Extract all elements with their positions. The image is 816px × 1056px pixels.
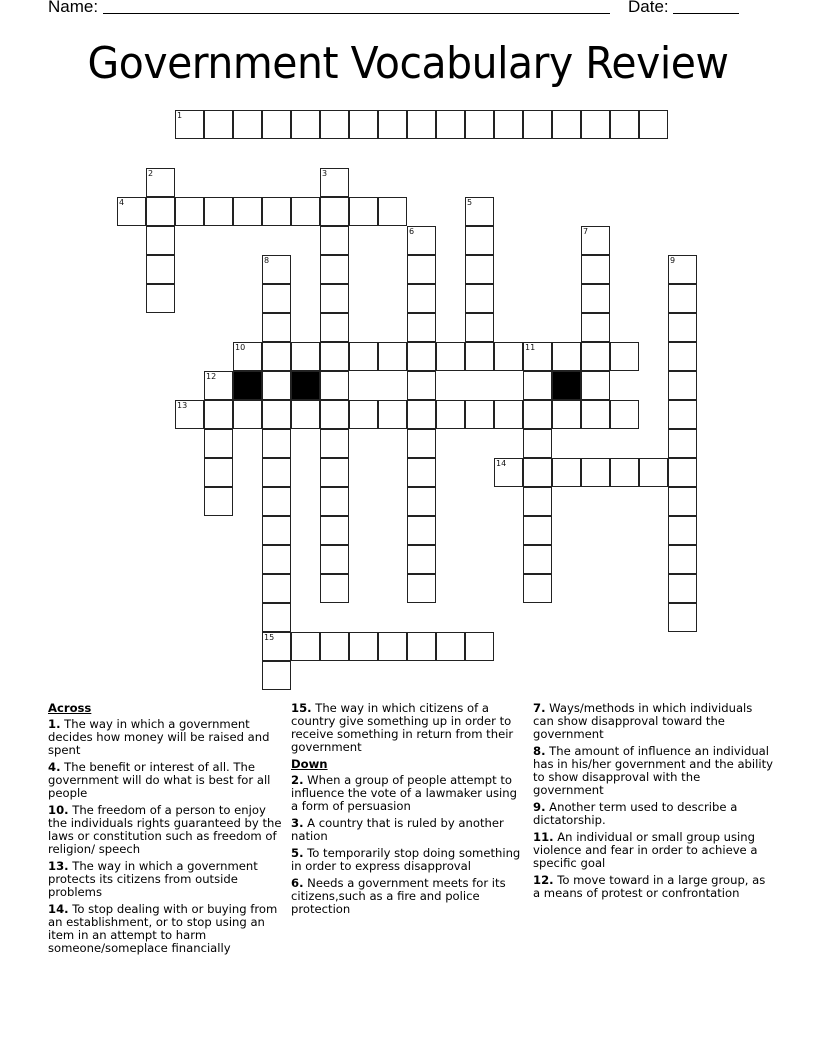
clue-number: 15. xyxy=(291,701,312,715)
crossword-cell[interactable] xyxy=(291,197,320,226)
crossword-cell[interactable] xyxy=(494,458,523,487)
crossword-cell[interactable] xyxy=(552,458,581,487)
clue-text: To temporarily stop doing something in order to express disapproval xyxy=(291,846,521,873)
crossword-cell[interactable] xyxy=(320,110,349,139)
crossword-cell[interactable] xyxy=(320,313,349,342)
clue-text: To move toward in a large group, as a means of protest or confrontation xyxy=(533,873,766,900)
crossword-cell[interactable] xyxy=(668,516,697,545)
crossword-cell[interactable] xyxy=(639,458,668,487)
clue-down-3 xyxy=(291,817,527,843)
clue-text: An individual or small group using violence and fear in order to achieve a specific goal xyxy=(533,830,758,870)
crossword-cell[interactable] xyxy=(581,255,610,284)
crossword-cell[interactable] xyxy=(581,371,610,400)
clue-number-label: 12 xyxy=(206,372,217,381)
crossword-cell[interactable] xyxy=(407,545,436,574)
crossword-cell[interactable] xyxy=(465,400,494,429)
crossword-cell[interactable] xyxy=(465,226,494,255)
crossword-cell[interactable] xyxy=(146,168,175,197)
crossword-cell[interactable] xyxy=(407,574,436,603)
clue-number: 2. xyxy=(291,773,304,787)
crossword-cell[interactable] xyxy=(436,400,465,429)
crossword-cell[interactable] xyxy=(465,110,494,139)
crossword-cell[interactable] xyxy=(581,342,610,371)
crossword-cell[interactable] xyxy=(407,284,436,313)
crossword-cell[interactable] xyxy=(668,545,697,574)
crossword-cell[interactable] xyxy=(320,632,349,661)
crossword-cell[interactable] xyxy=(668,603,697,632)
crossword-cell[interactable] xyxy=(523,458,552,487)
crossword-cell[interactable] xyxy=(436,632,465,661)
crossword-cell[interactable] xyxy=(610,110,639,139)
crossword-cell[interactable] xyxy=(262,603,291,632)
clue-number: 7. xyxy=(533,701,546,715)
crossword-cell[interactable] xyxy=(407,371,436,400)
crossword-cell[interactable] xyxy=(465,284,494,313)
crossword-cell[interactable] xyxy=(610,342,639,371)
crossword-cell[interactable] xyxy=(291,110,320,139)
clue-text: The way in which a government decides how money will be raised and spent xyxy=(48,717,270,757)
crossword-cell[interactable] xyxy=(320,545,349,574)
crossword-cell[interactable] xyxy=(523,400,552,429)
name-label: Name: xyxy=(48,0,99,16)
crossword-cell[interactable] xyxy=(523,574,552,603)
crossword-cell[interactable] xyxy=(581,226,610,255)
crossword-cell[interactable] xyxy=(320,168,349,197)
crossword-cell[interactable] xyxy=(494,110,523,139)
crossword-cell[interactable] xyxy=(262,458,291,487)
crossword-cell[interactable] xyxy=(262,574,291,603)
clue-across-13 xyxy=(48,860,284,899)
crossword-cell[interactable] xyxy=(668,255,697,284)
clue-text: A country that is ruled by another nation xyxy=(291,816,504,843)
crossword-cell[interactable] xyxy=(494,342,523,371)
crossword-cell[interactable] xyxy=(407,632,436,661)
crossword-cell[interactable] xyxy=(668,342,697,371)
crossword-cell[interactable] xyxy=(378,342,407,371)
crossword-cell[interactable] xyxy=(407,342,436,371)
crossword-cell[interactable] xyxy=(581,458,610,487)
crossword-cell[interactable] xyxy=(320,516,349,545)
crossword-cell[interactable] xyxy=(320,371,349,400)
clues-column-3 xyxy=(533,702,773,904)
crossword-cell[interactable] xyxy=(262,661,291,690)
crossword-cell[interactable] xyxy=(262,429,291,458)
crossword-cell[interactable] xyxy=(320,429,349,458)
crossword-cell[interactable] xyxy=(523,545,552,574)
crossword-cell[interactable] xyxy=(262,110,291,139)
clue-down-7 xyxy=(533,702,773,741)
clue-across-14 xyxy=(48,903,284,955)
clue-number: 9. xyxy=(533,800,546,814)
crossword-cell[interactable] xyxy=(320,284,349,313)
crossword-cell[interactable] xyxy=(668,487,697,516)
crossword-cell[interactable] xyxy=(204,400,233,429)
crossword-cell[interactable] xyxy=(320,226,349,255)
crossword-cell[interactable] xyxy=(436,110,465,139)
crossword-cell[interactable] xyxy=(262,197,291,226)
crossword-cell[interactable] xyxy=(262,371,291,400)
crossword-cell[interactable] xyxy=(175,400,204,429)
crossword-cell[interactable] xyxy=(349,400,378,429)
clue-across-4 xyxy=(48,761,284,800)
crossword-cell[interactable] xyxy=(581,110,610,139)
crossword-cell[interactable] xyxy=(117,197,146,226)
crossword-cell[interactable] xyxy=(262,313,291,342)
clue-number-label: 13 xyxy=(177,401,188,410)
crossword-cell[interactable] xyxy=(668,574,697,603)
crossword-cell[interactable] xyxy=(610,400,639,429)
clue-number: 1. xyxy=(48,717,61,731)
crossword-cell[interactable] xyxy=(407,458,436,487)
clue-number-label: 1 xyxy=(177,111,183,120)
crossword-cell[interactable] xyxy=(204,197,233,226)
crossword-cell[interactable] xyxy=(552,342,581,371)
crossword-cell[interactable] xyxy=(668,313,697,342)
crossword-cell[interactable] xyxy=(407,255,436,284)
clue-number: 8. xyxy=(533,744,546,758)
crossword-cell[interactable] xyxy=(262,516,291,545)
crossword-cell[interactable] xyxy=(581,284,610,313)
clue-number: 12. xyxy=(533,873,554,887)
crossword-cell[interactable] xyxy=(204,458,233,487)
clue-number-label: 6 xyxy=(409,227,415,236)
clue-number-label: 4 xyxy=(119,198,125,207)
clue-down-6 xyxy=(291,877,527,916)
crossword-cell[interactable] xyxy=(320,458,349,487)
clue-number-label: 8 xyxy=(264,256,270,265)
crossword-cell[interactable] xyxy=(378,197,407,226)
crossword-cell[interactable] xyxy=(291,632,320,661)
clue-across-1 xyxy=(48,718,284,757)
crossword-cell[interactable] xyxy=(581,400,610,429)
crossword-cell[interactable] xyxy=(407,313,436,342)
crossword-cell[interactable] xyxy=(349,110,378,139)
crossword-cell[interactable] xyxy=(639,110,668,139)
crossword-cell[interactable] xyxy=(349,632,378,661)
clues-column-2 xyxy=(291,702,527,920)
clue-text: Needs a government meets for its citizens,such as a fire and police protection xyxy=(291,876,506,916)
clue-text: The way in which citizens of a country give something up in order to receive something in return from their government xyxy=(291,701,514,754)
clue-number: 4. xyxy=(48,760,61,774)
crossword-cell[interactable] xyxy=(668,429,697,458)
clue-down-11 xyxy=(533,831,773,870)
crossword-cell[interactable] xyxy=(320,400,349,429)
crossword-cell[interactable] xyxy=(320,197,349,226)
crossword-cell[interactable] xyxy=(378,110,407,139)
crossword-cell[interactable] xyxy=(407,110,436,139)
crossword-cell[interactable] xyxy=(175,110,204,139)
crossword-cell[interactable] xyxy=(378,632,407,661)
crossword-cell[interactable] xyxy=(146,226,175,255)
crossword-cell[interactable] xyxy=(262,255,291,284)
clue-number: 11. xyxy=(533,830,554,844)
crossword-cell[interactable] xyxy=(146,255,175,284)
clue-text: The way in which a government protects its citizens from outside problems xyxy=(48,859,258,899)
crossword-cell[interactable] xyxy=(233,197,262,226)
date-label: Date: xyxy=(628,0,669,16)
clues-column-1 xyxy=(48,702,284,959)
crossword-cell[interactable] xyxy=(262,487,291,516)
crossword-cell[interactable] xyxy=(262,284,291,313)
crossword-cell[interactable] xyxy=(523,110,552,139)
crossword-cell[interactable] xyxy=(146,197,175,226)
crossword-cell[interactable] xyxy=(204,487,233,516)
page-title: Government Vocabulary Review xyxy=(87,38,729,89)
crossword-cell[interactable] xyxy=(204,371,233,400)
clue-text: The amount of influence an individual has in his/her government and the ability to show disapproval with the government xyxy=(533,744,773,797)
down-heading: Down xyxy=(291,757,328,771)
crossword-cell[interactable] xyxy=(320,342,349,371)
crossword-black-cell xyxy=(291,371,320,400)
crossword-black-cell xyxy=(552,371,581,400)
crossword-cell[interactable] xyxy=(581,313,610,342)
crossword-cell[interactable] xyxy=(349,342,378,371)
crossword-cell[interactable] xyxy=(262,545,291,574)
crossword-cell[interactable] xyxy=(610,458,639,487)
crossword-cell[interactable] xyxy=(407,487,436,516)
crossword-cell[interactable] xyxy=(204,110,233,139)
clue-across-10 xyxy=(48,804,284,856)
clue-number: 10. xyxy=(48,803,69,817)
clue-text: Ways/methods in which individuals can show disapproval toward the government xyxy=(533,701,753,741)
clue-across-15 xyxy=(291,702,527,754)
crossword-cell[interactable] xyxy=(465,255,494,284)
crossword-cell[interactable] xyxy=(407,400,436,429)
clue-number-label: 7 xyxy=(583,227,589,236)
crossword-cell[interactable] xyxy=(523,342,552,371)
across-heading: Across xyxy=(48,701,92,715)
crossword-cell[interactable] xyxy=(523,516,552,545)
crossword-cell[interactable] xyxy=(146,284,175,313)
crossword-cell[interactable] xyxy=(523,487,552,516)
crossword-cell[interactable] xyxy=(465,197,494,226)
crossword-cell[interactable] xyxy=(668,371,697,400)
clue-text: The freedom of a person to enjoy the individuals rights guaranteed by the laws or constitution such as freedom of religion/ speech xyxy=(48,803,282,856)
crossword-cell[interactable] xyxy=(668,458,697,487)
crossword-cell[interactable] xyxy=(552,400,581,429)
crossword-cell[interactable] xyxy=(407,516,436,545)
crossword-cell[interactable] xyxy=(407,429,436,458)
crossword-cell[interactable] xyxy=(233,342,262,371)
clue-number-label: 2 xyxy=(148,169,154,178)
clue-down-9 xyxy=(533,801,773,827)
clue-number: 5. xyxy=(291,846,304,860)
crossword-black-cell xyxy=(233,371,262,400)
crossword-cell[interactable] xyxy=(320,574,349,603)
crossword-cell[interactable] xyxy=(291,342,320,371)
crossword-cell[interactable] xyxy=(175,197,204,226)
clue-down-2 xyxy=(291,774,527,813)
crossword-cell[interactable] xyxy=(465,632,494,661)
crossword-cell[interactable] xyxy=(262,632,291,661)
crossword-cell[interactable] xyxy=(465,313,494,342)
crossword-cell[interactable] xyxy=(320,487,349,516)
crossword-cell[interactable] xyxy=(523,429,552,458)
crossword-cell[interactable] xyxy=(552,110,581,139)
crossword-cell[interactable] xyxy=(349,197,378,226)
clue-number-label: 11 xyxy=(525,343,536,352)
clue-number-label: 14 xyxy=(496,459,507,468)
clue-text: The benefit or interest of all. The government will do what is best for all people xyxy=(48,760,271,800)
crossword-cell[interactable] xyxy=(233,110,262,139)
crossword-cell[interactable] xyxy=(494,400,523,429)
clue-number: 14. xyxy=(48,902,69,916)
clue-number-label: 9 xyxy=(670,256,676,265)
clue-number: 3. xyxy=(291,816,304,830)
crossword-cell[interactable] xyxy=(291,400,320,429)
clue-number-label: 15 xyxy=(264,633,275,642)
clue-number-label: 3 xyxy=(322,169,328,178)
crossword-cell[interactable] xyxy=(378,400,407,429)
clue-text: Another term used to describe a dictatorship. xyxy=(533,800,738,827)
crossword-cell[interactable] xyxy=(465,342,494,371)
crossword-cell[interactable] xyxy=(204,429,233,458)
clue-down-5 xyxy=(291,847,527,873)
clue-down-12 xyxy=(533,874,773,900)
clue-number: 13. xyxy=(48,859,69,873)
crossword-cell[interactable] xyxy=(436,342,465,371)
clue-text: When a group of people attempt to influence the vote of a lawmaker using a form of persuasion xyxy=(291,773,517,813)
clue-number: 6. xyxy=(291,876,304,890)
crossword-cell[interactable] xyxy=(668,400,697,429)
clue-number-label: 10 xyxy=(235,343,246,352)
crossword-cell[interactable] xyxy=(407,226,436,255)
clue-text: To stop dealing with or buying from an establishment, or to stop using an item in an attempt to harm someone/someplace financially xyxy=(48,902,278,955)
crossword-cell[interactable] xyxy=(233,400,262,429)
crossword-cell[interactable] xyxy=(523,371,552,400)
crossword-cell[interactable] xyxy=(320,255,349,284)
crossword-cell[interactable] xyxy=(262,400,291,429)
crossword-cell[interactable] xyxy=(262,342,291,371)
crossword-cell[interactable] xyxy=(668,284,697,313)
clue-down-8 xyxy=(533,745,773,797)
clue-number-label: 5 xyxy=(467,198,473,207)
